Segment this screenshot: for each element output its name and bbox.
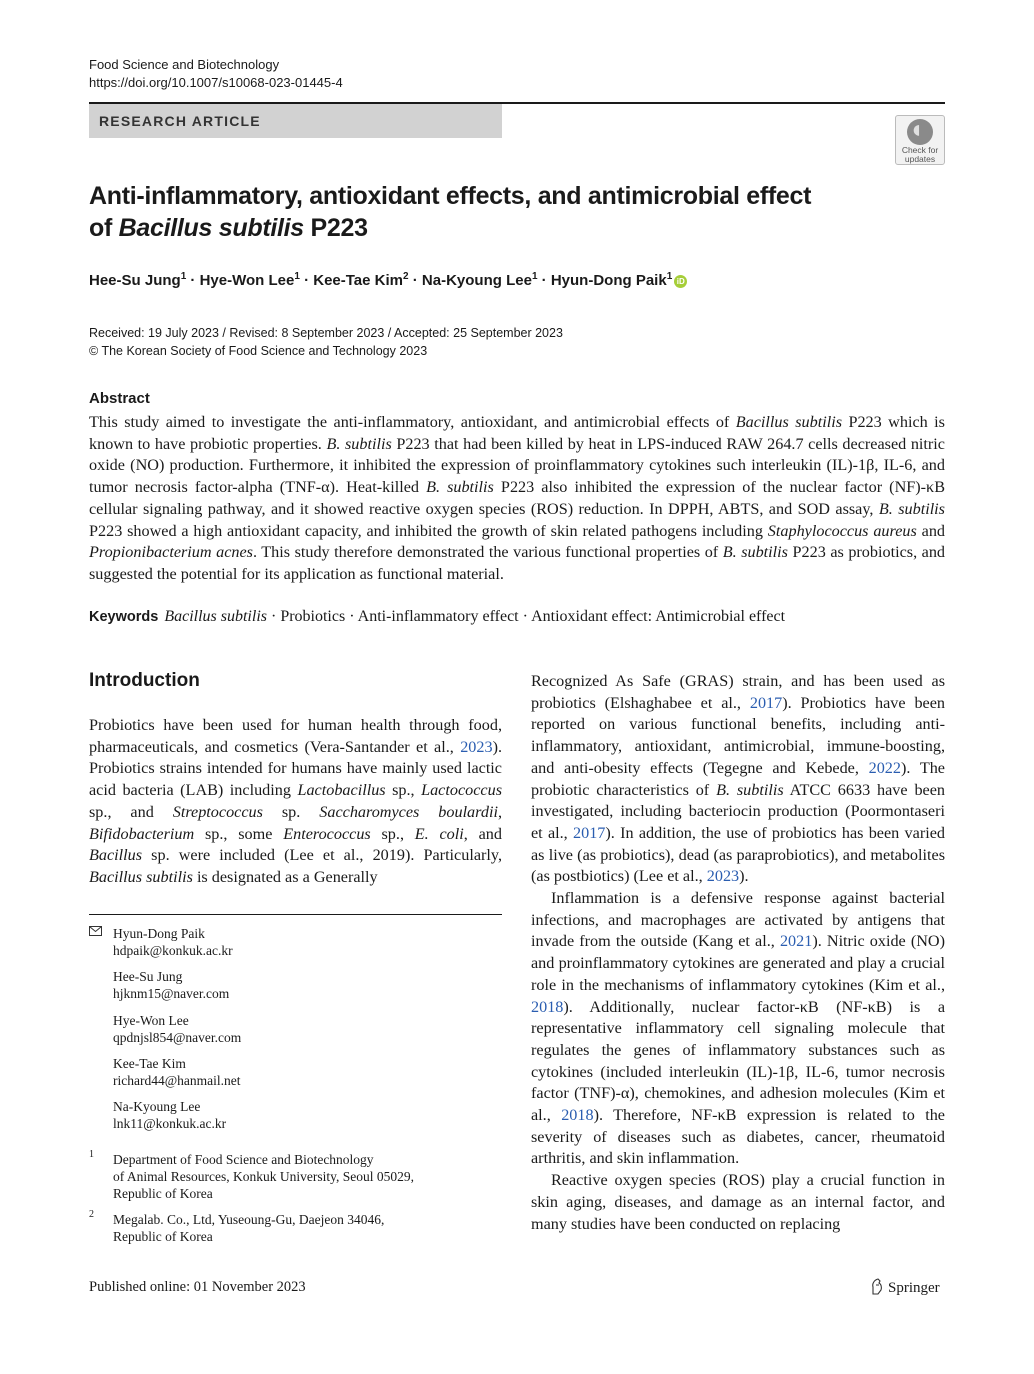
body-text: Reactive oxygen species (ROS) play a crucial function in skin aging, diseases, and damage as an internal factor, and many studies have been conducted on replacing <box>531 1171 945 1233</box>
title-line1: Anti-inflammatory, antioxidant effects, and antimicrobial effect <box>89 182 812 210</box>
affiliation-line: Department of Food Science and Biotechnology <box>113 1152 374 1167</box>
author-aff: 1 <box>180 271 187 282</box>
body-text: sp., <box>385 781 422 800</box>
journal-name: Food Science and Biotechnology <box>89 57 280 72</box>
abstract-fragment: P223 that had been killed by heat in LPS-induced RAW 264.7 cells decreased nitric oxide (NO) production. Furthermore, it inhibited the expression of proinflammatory cytokines such interleukin (IL)-1β, IL-6, and tumor necrosis factor-alpha (TNF-α). Heat-killed <box>89 434 945 497</box>
author-separator: · <box>299 272 314 289</box>
copyright-notice: © The Korean Society of Food Science and Technology 2023 <box>89 344 428 358</box>
paragraph <box>531 1170 945 1235</box>
affiliation <box>113 1211 493 1245</box>
species-name: Propionibacterium acnes <box>89 543 253 562</box>
author-name[interactable]: Hee-Su Jung <box>89 272 181 289</box>
keywords-label: Keywords <box>89 609 159 625</box>
abstract-fragment: P223 which is known to have probiotic properties. <box>89 413 945 453</box>
citation-link[interactable]: 2023 <box>460 737 493 756</box>
title-species: Bacillus subtilis <box>118 214 304 242</box>
author-name[interactable]: Na-Kyoung Lee <box>421 272 532 289</box>
intro-right-column <box>531 671 945 1235</box>
author-aff: 1 <box>666 271 673 282</box>
publisher-logo[interactable] <box>870 1278 940 1297</box>
springer-horse-icon <box>870 1278 884 1295</box>
author-aff: 1 <box>531 271 538 282</box>
body-text: sp. were included (Lee et al., 2019). Particularly, <box>142 846 502 865</box>
body-text: sp. <box>262 802 320 821</box>
species-name: Lactococcus <box>421 781 502 800</box>
abstract-text <box>89 412 945 586</box>
body-text: ). Additionally, nuclear factor-κB (NF-κB) is a representative inflammatory cell signaling molecule that regulates the genes of inflammatory substances such as cytokines (included interleukin (IL)-1β, IL-6, tumor necrosis factor (TNF)-α), chemokines, and adhesion molecules (Kim et al., <box>531 997 945 1125</box>
species-name: B. subtilis <box>326 434 392 453</box>
abstract-fragment: P223 showed a high antioxidant capacity, and inhibited the growth of skin related pathogens including <box>89 521 768 540</box>
contact-email[interactable]: hjknm15@naver.com <box>113 986 230 1001</box>
section-heading-introduction: Introduction <box>89 670 200 691</box>
species-name: Saccharomyces boulardii <box>319 802 498 821</box>
title-prefix: of <box>89 214 119 242</box>
affiliation-line: Megalab. Co., Ltd, Yuseoung-Gu, Daejeon 34046, <box>113 1212 385 1227</box>
citation-link[interactable]: 2023 <box>706 867 740 886</box>
contact-name: Hye-Won Lee <box>113 1013 189 1028</box>
contact-entry <box>113 925 233 959</box>
journal-header <box>89 56 343 92</box>
contact-email[interactable]: qpdnjsl854@naver.com <box>113 1030 242 1045</box>
body-text: Inflammation is a defensive response against bacterial infections, and macrophages are activated by antigens that invade from the outside (Kang et al., <box>531 889 945 951</box>
species-name: Bifidobacterium <box>89 824 195 843</box>
body-text: ). <box>739 867 749 886</box>
abstract-fragment: and <box>916 521 946 540</box>
keyword-list: · Probiotics · Anti-inflammatory effect · Antioxidant effect: Antimicrobial effect <box>266 608 786 625</box>
body-text: ). Probiotics have been reported on various functional benefits, including anti-inflammatory, antioxidant, antimicrobial, immune-boosting, and anti-obesity effects (Tegegne and Kebede, <box>531 693 946 777</box>
citation-link[interactable]: 2017 <box>573 823 606 842</box>
author-aff: 2 <box>403 271 409 282</box>
contact-name: Hee-Su Jung <box>113 969 183 984</box>
body-text: is designated as a Generally <box>192 867 378 886</box>
date-history: Received: 19 July 2023 / Revised: 8 September 2023 / Accepted: 25 September 2023 <box>89 326 563 340</box>
body-text: , <box>497 802 502 821</box>
doi-link[interactable]: https://doi.org/10.1007/s10068-023-01445-4 <box>89 75 343 90</box>
citation-link[interactable]: 2018 <box>561 1106 594 1125</box>
paragraph <box>531 888 945 1170</box>
affiliation-line: of Animal Resources, Konkuk University, Seoul 05029, <box>113 1169 414 1184</box>
contact-name: Hyun-Dong Paik <box>113 926 205 941</box>
contact-name: Na-Kyoung Lee <box>113 1099 201 1114</box>
citation-link[interactable]: 2017 <box>749 693 783 712</box>
author-name[interactable]: Kee-Tae Kim <box>313 272 404 289</box>
body-text: Recognized As Safe (GRAS) strain, and has been used as probiotics (Elshaghabee et al., <box>531 672 945 712</box>
body-text: ). In addition, the use of probiotics has been varied as live (as probiotics), dead (as paraprobiotics), and metabolites (as postbiotics) (Lee et al., <box>531 823 945 886</box>
check-updates-line2: updates <box>904 154 936 164</box>
author-name[interactable]: Hye-Won Lee <box>199 272 295 289</box>
keyword: Bacillus subtilis <box>164 608 267 625</box>
envelope-icon <box>89 926 102 936</box>
keywords <box>89 606 945 628</box>
abstract-fragment: P223 as probiotics, and suggested the potential for its application as functional material. <box>89 543 946 583</box>
publisher-name: Springer <box>888 1280 940 1296</box>
species-name: Bacillus subtilis <box>89 867 193 886</box>
body-text: Probiotics have been used for human health through food, pharmaceuticals, and cosmetics (Vera-Santander et al., <box>89 716 502 756</box>
species-name: B. subtilis <box>426 478 494 497</box>
author-list <box>89 271 889 289</box>
title-suffix: P223 <box>303 214 368 242</box>
affiliation <box>113 1151 493 1202</box>
abstract-fragment: P223 also inhibited the expression of the nuclear factor (NF)-κB cellular signaling pathway, and it showed reactive oxygen species (ROS) reduction. In DPPH, ABTS, and SOD assay, <box>89 478 945 518</box>
citation-link[interactable]: 2022 <box>868 758 901 777</box>
title-line2 <box>89 212 849 244</box>
affiliation-line: Republic of Korea <box>113 1229 213 1244</box>
check-updates-line1: Check for <box>901 145 939 155</box>
contact-entry <box>113 1055 241 1089</box>
species-name: Lactobacillus <box>297 781 386 800</box>
author-separator: · <box>186 272 200 289</box>
orcid-icon[interactable]: iD <box>674 275 687 288</box>
published-online: Published online: 01 November 2023 <box>89 1279 306 1295</box>
intro-left-column <box>89 715 502 889</box>
check-for-updates-badge[interactable] <box>895 115 945 165</box>
check-updates-label <box>896 146 944 164</box>
affiliation-number: 1 <box>89 1149 94 1160</box>
species-name: B. subtilis <box>722 543 788 562</box>
article-dates <box>89 324 563 360</box>
abstract-fragment: This study aimed to investigate the anti-inflammatory, antioxidant, and antimicrobial effects of <box>89 413 736 431</box>
species-name: Bacillus <box>89 846 143 865</box>
footnote-rule <box>89 914 502 915</box>
species-name: B. subtilis <box>878 499 945 518</box>
body-text: ). Nitric oxide (NO) and proinflammatory cytokines are generated and play a crucial role in the mechanisms of inflammatory cytokines (Kim et al., <box>531 932 946 994</box>
affiliation-line: Republic of Korea <box>113 1186 213 1201</box>
body-text: ). The probiotic characteristics of <box>531 758 945 799</box>
contact-entry <box>113 1012 241 1046</box>
body-text: ). Probiotics strains intended for humans have mainly used lactic acid bacteria (LAB) including <box>89 737 502 800</box>
article-title <box>89 180 849 244</box>
contact-email[interactable]: richard44@hanmail.net <box>113 1073 241 1088</box>
contact-entry <box>113 968 229 1002</box>
contact-name: Kee-Tae Kim <box>113 1056 186 1071</box>
author-separator: · <box>408 272 422 289</box>
affiliation-number: 2 <box>89 1209 94 1220</box>
body-text: sp., <box>370 824 415 843</box>
contact-entry <box>113 1098 226 1132</box>
species-name: Enterococcus <box>283 824 371 843</box>
abstract-fragment: . This study therefore demonstrated the various functional properties of <box>252 543 723 562</box>
article-type: RESEARCH ARTICLE <box>99 113 261 129</box>
author-aff: 1 <box>294 271 300 282</box>
species-name: B. subtilis <box>716 780 784 799</box>
body-text: sp., some <box>194 824 284 843</box>
body-text: , and <box>463 824 502 843</box>
body-text: sp., and <box>89 802 173 821</box>
contact-email[interactable]: hdpaik@konkuk.ac.kr <box>113 943 233 958</box>
author-name[interactable]: Hyun-Dong Paik <box>550 272 667 289</box>
body-text: ATCC 6633 have been investigated, including bacteriocin production (Poormontaseri et al., <box>531 780 945 842</box>
species-name: Streptococcus <box>172 802 263 821</box>
author-separator: · <box>537 272 551 289</box>
article-type-banner <box>89 104 502 138</box>
species-name: E. coli <box>414 824 464 843</box>
contact-email[interactable]: lnk11@konkuk.ac.kr <box>113 1116 227 1131</box>
paragraph <box>531 671 945 888</box>
abstract-heading: Abstract <box>89 390 150 407</box>
citation-link[interactable]: 2018 <box>531 997 564 1016</box>
body-text: ). Therefore, NF-κB expression is related to the severity of diseases such as diabetes, cancer, rheumatoid arthritis, and skin inflammation. <box>531 1106 945 1168</box>
citation-link[interactable]: 2021 <box>779 932 813 951</box>
species-name: Staphylococcus aureus <box>767 521 917 540</box>
species-name: Bacillus subtilis <box>735 413 843 431</box>
bookmark-icon: ◖ <box>907 119 933 145</box>
